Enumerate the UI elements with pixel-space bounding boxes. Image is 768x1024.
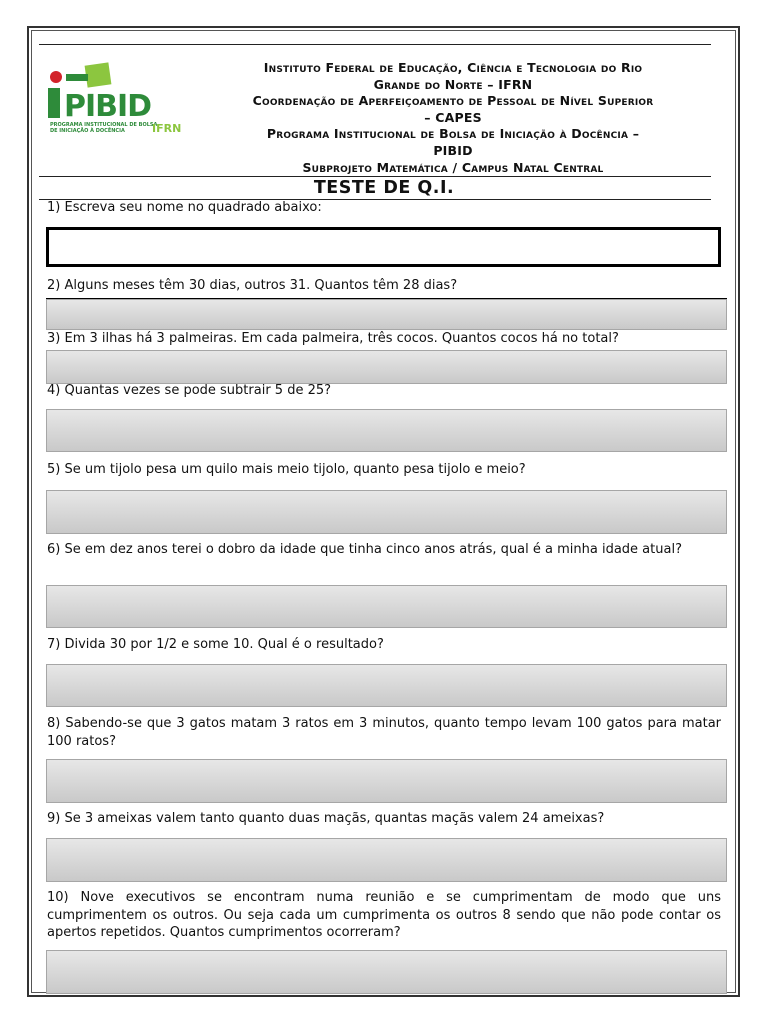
question-10: 10) Nove executivos se encontram numa reunião e se cumprimentam de modo que uns cumprimentem os outros. Ou seja cada um cumprimenta os outros 8 sendo que não pode contar os apertos repetidos. Quantos cumprimentos ocorreram? bbox=[47, 890, 721, 940]
answer-box-4[interactable] bbox=[46, 409, 727, 452]
answer-box-2[interactable] bbox=[46, 299, 727, 330]
question-1: 1) Escreva seu nome no quadrado abaixo: bbox=[47, 200, 322, 215]
answer-box-7[interactable] bbox=[46, 664, 727, 707]
pibid-logo bbox=[46, 62, 188, 136]
answer-box-6[interactable] bbox=[46, 585, 727, 628]
question-2: 2) Alguns meses têm 30 dias, outros 31. Quantos têm 28 dias? bbox=[47, 278, 458, 293]
logo-subtext-2: DE INICIAÇÃO À DOCÊNCIA bbox=[50, 128, 125, 134]
header-bottom-rule bbox=[39, 176, 711, 177]
header-line-7: Subprojeto Matemática / Campus Natal Central bbox=[302, 159, 604, 175]
question-5: 5) Se um tijolo pesa um quilo mais meio tijolo, quanto pesa tijolo e meio? bbox=[47, 462, 526, 477]
header-line-5: Programa Institucional de Bolsa de Iniciação à Docência – bbox=[266, 126, 640, 142]
answer-box-5[interactable] bbox=[46, 490, 727, 534]
header-top-rule bbox=[39, 44, 711, 45]
answer-box-10[interactable] bbox=[46, 950, 727, 994]
header-line-2: Grande do Norte – IFRN bbox=[373, 76, 533, 92]
logo-ifrn-text: IFRN bbox=[152, 122, 182, 135]
question-3: 3) Em 3 ilhas há 3 palmeiras. Em cada palmeira, três cocos. Quantos cocos há no total? bbox=[47, 331, 619, 346]
question-6: 6) Se em dez anos terei o dobro da idade que tinha cinco anos atrás, qual é a minha idade atual? bbox=[47, 542, 682, 557]
institution-header bbox=[198, 60, 708, 176]
header-line-6: PIBID bbox=[433, 142, 473, 158]
header-line-1: Instituto Federal de Educação, Ciência e Tecnologia do Rio bbox=[263, 60, 643, 75]
answer-box-3[interactable] bbox=[46, 350, 727, 384]
answer-box-9[interactable] bbox=[46, 838, 727, 882]
logo-pibid-text: PIBID bbox=[64, 89, 152, 124]
question-9: 9) Se 3 ameixas valem tanto quanto duas maçãs, quantas maçãs valem 24 ameixas? bbox=[47, 811, 605, 826]
name-input-box[interactable] bbox=[46, 227, 721, 267]
question-7: 7) Divida 30 por 1/2 e some 10. Qual é o resultado? bbox=[47, 637, 384, 652]
header-line-4: – CAPES bbox=[424, 109, 482, 125]
test-title: TESTE DE Q.I. bbox=[313, 178, 455, 198]
logo-subtext-1: PROGRAMA INSTITUCIONAL DE BOLSA bbox=[50, 122, 158, 128]
question-4: 4) Quantas vezes se pode subtrair 5 de 25? bbox=[47, 383, 332, 398]
question-8: 8) Sabendo-se que 3 gatos matam 3 ratos em 3 minutos, quanto tempo levam 100 gatos para matar 100 ratos? bbox=[47, 716, 721, 749]
answer-box-8[interactable] bbox=[46, 759, 727, 803]
header-line-3: Coordenação de Aperfeiçoamento de Pessoal de Nível Superior bbox=[252, 93, 654, 109]
